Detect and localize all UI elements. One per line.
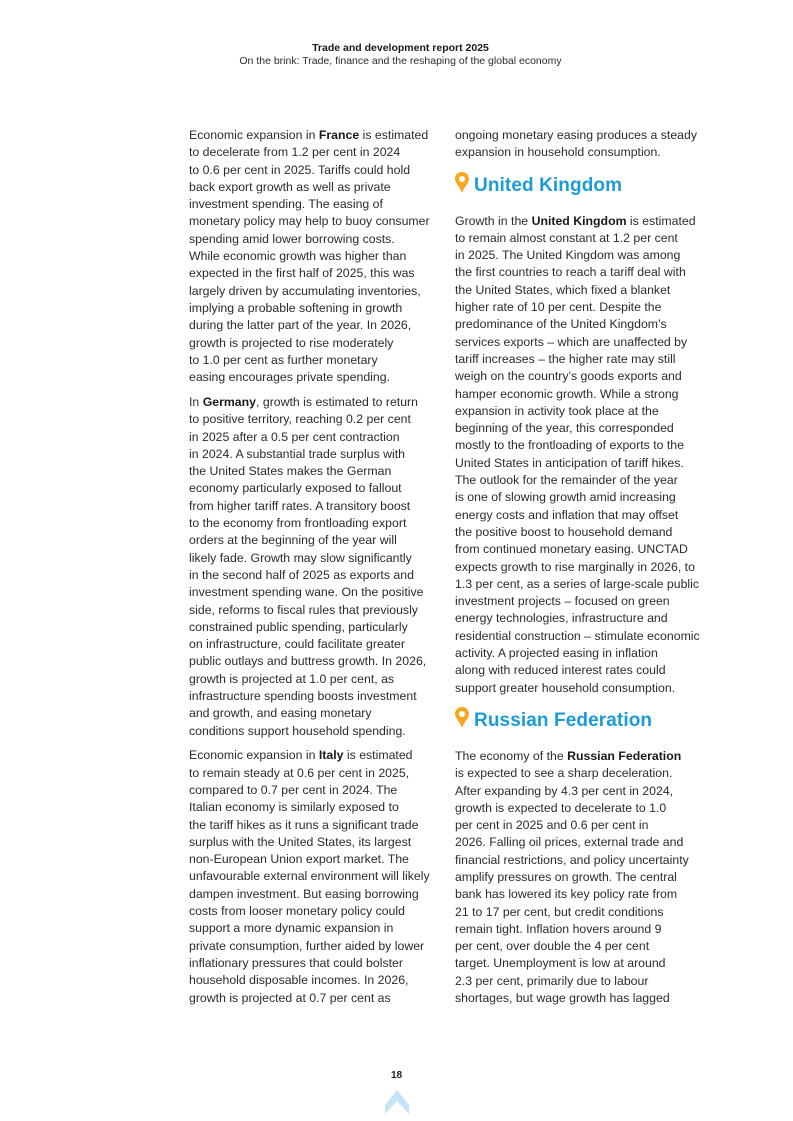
text-line: support greater household consumption. bbox=[455, 680, 676, 695]
text-line: Economic expansion in Italy is estimated bbox=[189, 748, 413, 763]
text-line: household disposable incomes. In 2026, bbox=[189, 973, 409, 988]
text-line: per cent in 2025 and 0.6 per cent in bbox=[455, 818, 649, 833]
paragraph-russian-federation bbox=[455, 748, 710, 1007]
text-line: shortages, but wage growth has lagged bbox=[455, 991, 670, 1006]
text-line: expects growth to rise marginally in 2026, to bbox=[455, 559, 695, 574]
text-line: easing encourages private spending. bbox=[189, 370, 390, 385]
text-line: investment spending wane. On the positive bbox=[189, 585, 424, 600]
text-line: and growth, and easing monetary bbox=[189, 706, 372, 721]
text-line: to remain steady at 0.6 per cent in 2025, bbox=[189, 765, 410, 780]
text-line: in 2024. A substantial trade surplus with bbox=[189, 446, 406, 461]
text-line: beginning of the year, this corresponded bbox=[455, 421, 674, 436]
text-line: non-European Union export market. The bbox=[189, 852, 409, 867]
text-line: economy particularly exposed to fallout bbox=[189, 481, 402, 496]
country-name: France bbox=[318, 128, 360, 142]
text-line: along with reduced interest rates could bbox=[455, 663, 666, 678]
text-line: tariff increases – the higher rate may still bbox=[455, 351, 676, 366]
text-line: conditions support household spending. bbox=[189, 723, 406, 738]
text-line: private consumption, further aided by lower bbox=[189, 938, 425, 953]
paragraph-france bbox=[189, 127, 444, 386]
text-line: the positive boost to household demand bbox=[455, 524, 673, 539]
text-line: side, reforms to fiscal rules that previously bbox=[189, 602, 418, 617]
report-subtitle: On the brink: Trade, finance and the reshaping of the global economy bbox=[239, 55, 562, 67]
text-line: The economy of the Russian Federation bbox=[455, 748, 682, 763]
paragraph-united-kingdom bbox=[455, 213, 710, 697]
heading-text: United Kingdom bbox=[474, 174, 623, 196]
text-line: In Germany, growth is estimated to return bbox=[189, 394, 418, 409]
text-line: support a more dynamic expansion in bbox=[189, 921, 394, 936]
text-line: orders at the beginning of the year will bbox=[189, 533, 397, 548]
text-line: the United States, which fixed a blanket bbox=[455, 282, 671, 297]
text-line: bank has lowered its key policy rate from bbox=[455, 887, 678, 902]
text-line: back export growth as well as private bbox=[189, 179, 391, 194]
text-line: Italian economy is similarly exposed to bbox=[189, 800, 399, 815]
text-line: While economic growth was higher than bbox=[189, 249, 407, 264]
text-line: Growth in the United Kingdom is estimated bbox=[455, 213, 696, 228]
text-line: in the second half of 2025 as exports and bbox=[189, 567, 414, 582]
report-title: Trade and development report 2025 bbox=[312, 42, 489, 54]
right-column bbox=[455, 127, 710, 1015]
text-line: higher rate of 10 per cent. Despite the bbox=[455, 300, 662, 315]
text-line: hamper economic growth. While a strong bbox=[455, 386, 679, 401]
text-line: weigh on the country’s goods exports and bbox=[455, 369, 682, 384]
text-line: surplus with the United States, its largest bbox=[189, 834, 412, 849]
text-line: the United States makes the German bbox=[189, 464, 392, 479]
text-line: The outlook for the remainder of the year bbox=[455, 473, 678, 488]
text-line: implying a probable softening in growth bbox=[189, 300, 403, 315]
country-name: United Kingdom bbox=[531, 213, 627, 228]
country-name: Italy bbox=[318, 748, 344, 763]
text-line: dampen investment. But easing borrowing bbox=[189, 886, 419, 901]
text-line: likely fade. Growth may slow significantly bbox=[189, 550, 412, 565]
text-line: to the economy from frontloading export bbox=[189, 516, 407, 531]
text-line: in 2025. The United Kingdom was among bbox=[455, 248, 681, 263]
text-line: growth is projected to rise moderately bbox=[189, 335, 394, 350]
text-line: growth is expected to decelerate to 1.0 bbox=[455, 800, 667, 815]
map-pin-icon bbox=[455, 707, 469, 729]
text-line: to decelerate from 1.2 per cent in 2024 bbox=[189, 145, 401, 160]
text-line: to 1.0 per cent as further monetary bbox=[189, 352, 378, 367]
text-line: remain tight. Inflation hovers around 9 bbox=[455, 921, 662, 936]
text-line: in 2025 after a 0.5 per cent contraction bbox=[189, 429, 400, 444]
text-line: during the latter part of the year. In 2026, bbox=[189, 318, 412, 333]
paragraph-continuation bbox=[455, 127, 710, 162]
text-line: to positive territory, reaching 0.2 per cent bbox=[189, 412, 411, 427]
text-line: services exports – which are unaffected by bbox=[455, 334, 688, 349]
section-heading-united-kingdom bbox=[455, 172, 710, 200]
text-line: spending amid lower borrowing costs. bbox=[189, 231, 395, 246]
text-line: investment projects – focused on green bbox=[455, 594, 670, 609]
text-line: costs from looser monetary policy could bbox=[189, 904, 405, 919]
chevron-up-icon[interactable] bbox=[384, 1088, 410, 1114]
text-line: target. Unemployment is low at around bbox=[455, 956, 666, 971]
text-line: United States in anticipation of tariff hikes. bbox=[455, 455, 684, 470]
text-line: activity. A projected easing in inflation bbox=[455, 646, 658, 661]
text-line: largely driven by accumulating inventories, bbox=[189, 283, 421, 298]
text-line: growth is projected at 0.7 per cent as bbox=[189, 990, 391, 1005]
text-line: mostly to the frontloading of exports to the bbox=[455, 438, 684, 453]
text-line: 2.3 per cent, primarily due to labour bbox=[455, 973, 649, 988]
text-line: ongoing monetary easing produces a steady bbox=[455, 128, 697, 142]
text-line: to 0.6 per cent in 2025. Tariffs could hold bbox=[189, 162, 411, 177]
text-line: monetary policy may help to buoy consumer bbox=[189, 214, 430, 229]
text-line: amplify pressures on growth. The central bbox=[455, 869, 677, 884]
text-line: 2026. Falling oil prices, external trade and bbox=[455, 835, 684, 850]
text-line: expansion in activity took place at the bbox=[455, 403, 659, 418]
text-line: expected in the first half of 2025, this was bbox=[189, 266, 415, 281]
running-header bbox=[0, 42, 793, 68]
text-line: per cent, over double the 4 per cent bbox=[455, 939, 650, 954]
text-line: growth is projected at 1.0 per cent, as bbox=[189, 671, 395, 686]
text-line: public outlays and buttress growth. In 2026, bbox=[189, 654, 427, 669]
text-line: from higher tariff rates. A transitory boost bbox=[189, 498, 411, 513]
section-heading-russian-federation bbox=[455, 707, 710, 735]
text-line: financial restrictions, and policy uncertainty bbox=[455, 852, 689, 867]
paragraph-italy bbox=[189, 747, 444, 1006]
text-line: 1.3 per cent, as a series of large-scale public bbox=[455, 576, 700, 591]
text-line: compared to 0.7 per cent in 2024. The bbox=[189, 782, 398, 797]
text-line: energy costs and inflation that may offset bbox=[455, 507, 679, 522]
text-line: the tariff hikes as it runs a significant trade bbox=[189, 817, 419, 832]
text-line: Economic expansion in France is estimated bbox=[189, 128, 429, 142]
text-line: 21 to 17 per cent, but credit conditions bbox=[455, 904, 664, 919]
text-line: predominance of the United Kingdom’s bbox=[455, 317, 667, 332]
text-line: unfavourable external environment will likely bbox=[189, 869, 430, 884]
text-line: from continued monetary easing. UNCTAD bbox=[455, 542, 688, 557]
country-name: Germany bbox=[202, 394, 257, 409]
page-number: 18 bbox=[390, 1070, 403, 1081]
text-line: inflationary pressures that could bolster bbox=[189, 955, 403, 970]
text-line: After expanding by 4.3 per cent in 2024, bbox=[455, 783, 674, 798]
country-name: Russian Federation bbox=[567, 748, 682, 763]
text-line: investment spending. The easing of bbox=[189, 197, 383, 212]
text-line: residential construction – stimulate economic bbox=[455, 628, 700, 643]
text-line: infrastructure spending boosts investment bbox=[189, 689, 417, 703]
text-line: expansion in household consumption. bbox=[455, 145, 661, 160]
text-line: constrained public spending, particularly bbox=[189, 619, 408, 634]
text-line: is one of slowing growth amid increasing bbox=[455, 490, 676, 505]
heading-text: Russian Federation bbox=[474, 710, 653, 732]
text-line: energy technologies, infrastructure and bbox=[455, 611, 668, 626]
paragraph-germany bbox=[189, 394, 444, 740]
map-pin-icon bbox=[455, 172, 469, 194]
text-line: to remain almost constant at 1.2 per cent bbox=[455, 230, 678, 245]
text-line: on infrastructure, could facilitate greater bbox=[189, 637, 405, 652]
text-line: is expected to see a sharp deceleration. bbox=[455, 766, 673, 781]
text-line: the first countries to reach a tariff deal with bbox=[455, 265, 686, 280]
left-column bbox=[189, 127, 444, 1014]
